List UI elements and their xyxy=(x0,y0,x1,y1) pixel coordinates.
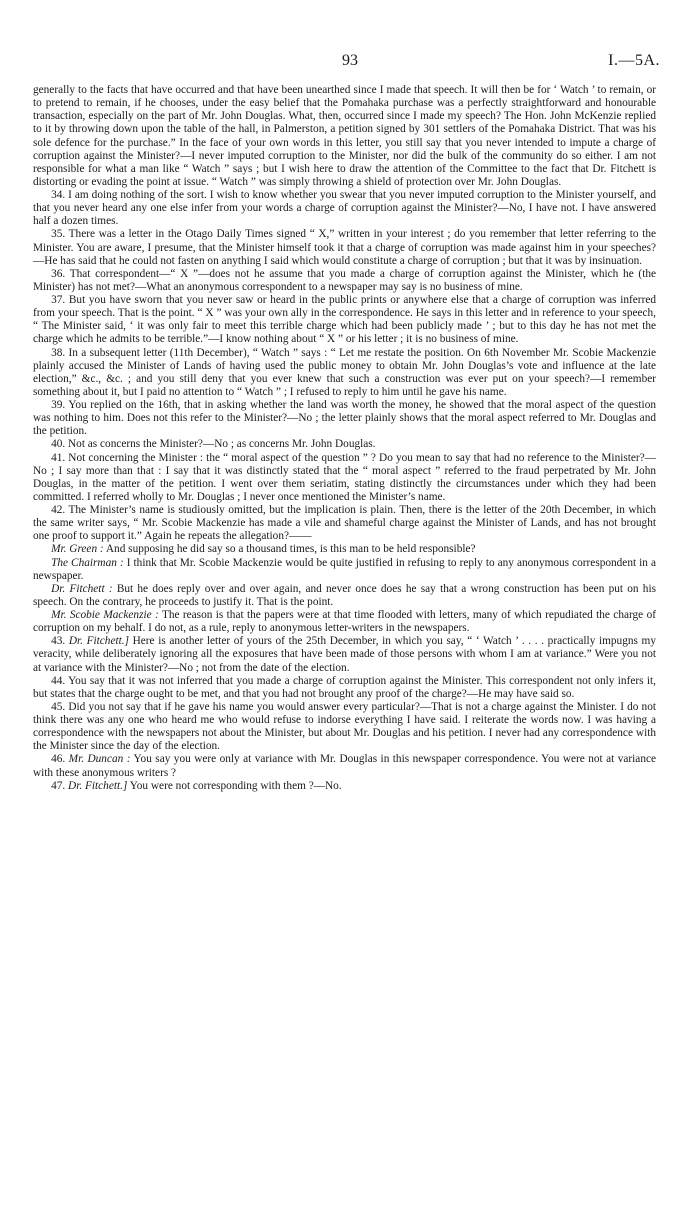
paragraph: 38. In a subsequent letter (11th December), “ Watch ” says : “ Let me restate the position. On 6th November Mr. Scobie Mackenzie plainly accused the Minister of Lands of having used the public money to obtain Mr. John Douglas’s vote and influence at the late election,” &c., &c. ; and you still deny that you ever knew that such a construction was ever put on your speech?—I remember something about it, but I paid no attention to “ Watch ” ; I refused to reply to him until he gave his name. xyxy=(33,346,656,398)
paragraph: 41. Not concerning the Minister : the “ moral aspect of the question ” ? Do you mean to say that had no reference to the Minister?—No ; I say more than that : I say that it was distinctly stated that the “ moral aspect ” referred to the fraud perpetrated by Mr. John Douglas, in the matter of the petition. I went over them seriatim, stating distinctly the circumstances under which they had been committed. I referred wholly to Mr. Douglas ; I never once mentioned the Minister’s name. xyxy=(33,451,656,503)
speaker-name: Dr. Fitchett : xyxy=(51,582,113,595)
paragraph: 43. Dr. Fitchett.] Here is another letter of yours of the 25th December, in which you say, “ ‘ Watch ’ . . . . practically impugns my veracity, while deliberately ignoring all the exposures that have been made of those persons with whom I am at variance.” Were you not at variance with the Minister?—No ; not from the date of the election. xyxy=(33,635,656,674)
paragraph: 35. There was a letter in the Otago Daily Times signed “ X,” written in your interest ; do you remember that letter referring to the Minister. You are aware, I presume, that the Minister himself took it that a charge of corruption was made against him in your speeches?—He has said that he could not fasten on anything I said which would constitute a charge of corruption ; but that it was by insinuation. xyxy=(33,228,656,267)
paragraph: 42. The Minister’s name is studiously omitted, but the implication is plain. Then, there is the letter of the 20th December, in which the same writer says, “ Mr. Scobie Mackenzie has made a vile and shameful charge against the Minister of Lands, and has not brought one proof to support it.” Again he repeats the allegation?—— xyxy=(33,504,656,543)
paragraph: 40. Not as concerns the Minister?—No ; as concerns Mr. John Douglas. xyxy=(51,438,376,451)
paragraph: 36. That correspondent—“ X ”—does not he assume that you made a charge of corruption against the Minister, which he (the Minister) has not met?—What an anonymous correspondent to a newspaper may say is no business of mine. xyxy=(33,267,656,293)
paragraph: Mr. Green : And supposing he did say so a thousand times, is this man to be held responsible? xyxy=(51,543,476,556)
paragraph: Mr. Scobie Mackenzie : The reason is that the papers were at that time flooded with letters, many of which repudiated the charge of corruption on my behalf. I do not, as a rule, reply to anonymous letter-writers in the newspapers. xyxy=(33,609,656,635)
page-number: 93 xyxy=(342,52,358,69)
speaker-name: Dr. Fitchett.] xyxy=(68,779,128,792)
speaker-name: Mr. Green : xyxy=(51,543,104,556)
paragraph: 37. But you have sworn that you never saw or heard in the public prints or anywhere else that a charge of corruption was inferred from your speech. That is the point. “ X ” was your own ally in the correspondence. He says in this letter and in reference to your speech, “ The Minister said, ‘ it was only fair to meet this terrible charge which had been publicly made ’ ; but to this day he has not met the charge which he admits to be terrible.”—I know nothing about “ X ” or his letter ; it is no business of mine. xyxy=(33,294,656,346)
paragraph: The Chairman : I think that Mr. Scobie Mackenzie would be quite justified in refusing to reply to any anonymous correspondent in a newspaper. xyxy=(33,556,656,582)
paragraph: generally to the facts that have occurred and that have been unearthed since I made that speech. It will then be for ‘ Watch ’ to remain, or to pretend to remain, if he chooses, under the easy belief that the Pomahaka purchase was a perfectly straightforward and honourable transaction, especially on the part of Mr. John Douglas. What, then, occurred since I made my speech? The Hon. John McKenzie replied to it by throwing down upon the table of the hall, in Palmerston, a petition signed by 301 settlers of the Pomahaka District. That was his sole defence for the purchase.” In the face of your own words in this letter, you still say that you never intended to impute a charge of corruption against the Minister?—I never imputed corruption to the Minister, nor did the bulk of the community do so either. I am not responsible for what a man like “ Watch ” says ; but I wish here to draw the attention of the Committee to the fact that Dr. Fitchett is distorting or evading the point at issue. “ Watch ” was simply throwing a shield of protection over Mr. John Douglas. xyxy=(33,84,656,188)
paragraph: 39. You replied on the 16th, that in asking whether the land was worth the money, he showed that the moral aspect of the question was nothing to him. Does not this refer to the Minister?—No ; the letter plainly shows that the moral aspect referred to Mr. Douglas and the petition. xyxy=(33,399,656,438)
document-reference: I.—5A. xyxy=(608,52,660,69)
page-header xyxy=(0,52,700,74)
paragraph: 44. You say that it was not inferred that you made a charge of corruption against the Minister. This correspondent not only infers it, but states that the charge ought to be met, and that you had not brought any proof of the charge?—He may have said so. xyxy=(33,674,656,700)
paragraph: 47. Dr. Fitchett.] You were not corresponding with them ?—No. xyxy=(51,779,342,792)
paragraph: Dr. Fitchett : But he does reply over and over again, and never once does he say that a wrong construction has been put on his speech. On the contrary, he proceeds to justify it. That is the point. xyxy=(33,582,656,608)
body-text xyxy=(33,84,656,793)
speaker-name: Mr. Scobie Mackenzie : xyxy=(51,609,159,621)
speaker-name: Mr. Duncan : xyxy=(68,753,131,766)
paragraph: 46. Mr. Duncan : You say you were only at variance with Mr. Douglas in this newspaper correspondence. You were not at variance with these anonymous writers ? xyxy=(33,753,656,779)
paragraph: 34. I am doing nothing of the sort. I wish to know whether you swear that you never imputed corruption to the Minister yourself, and that you never heard any one else infer from your words a charge of corruption against the Minister?—No, I have not. I have answered half a dozen times. xyxy=(33,189,656,228)
speaker-name: The Chairman : xyxy=(51,556,124,569)
speaker-name: Dr. Fitchett.] xyxy=(68,635,129,648)
paragraph: 45. Did you not say that if he gave his name you would answer every particular?—That is not a charge against the Minister. I do not think there was any one who heard me who would refuse to indorse everything I have said. I reiterate the words now. I was having a correspondence with the newspapers not about the Minister, but about Mr. Douglas and his petition. I never had any correspondence with the Minister since the day of the election. xyxy=(33,700,656,753)
